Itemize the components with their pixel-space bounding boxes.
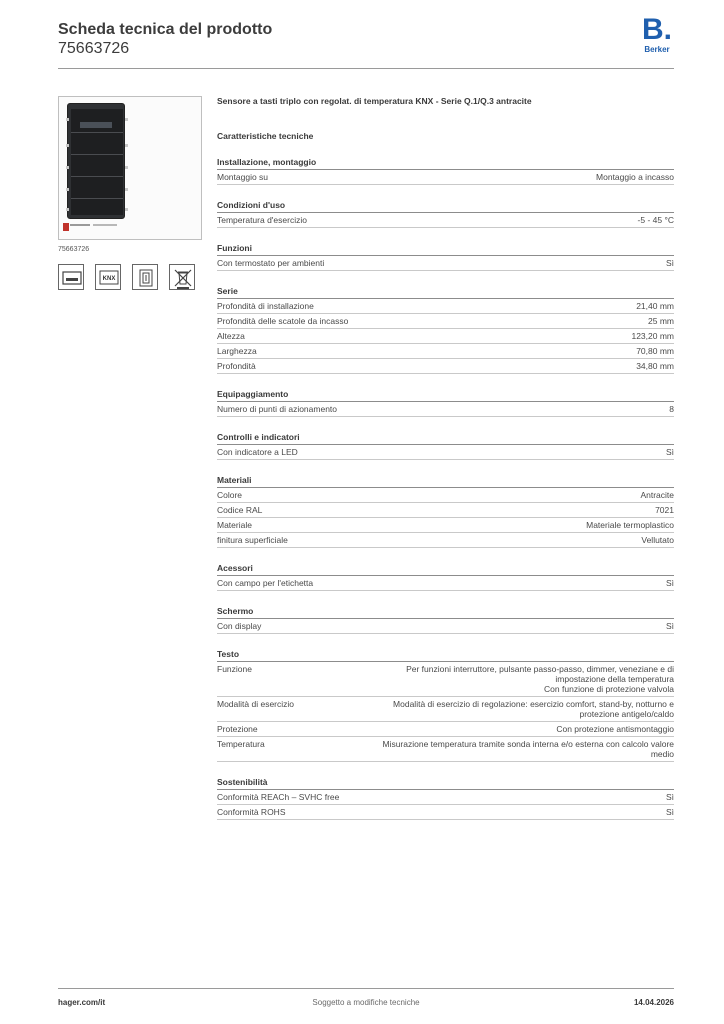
- product-name: Sensore a tasti triplo con regolat. di temperatura KNX - Serie Q.1/Q.3 antracite: [217, 96, 532, 106]
- spec-group-title: Sostenibilità: [217, 777, 674, 790]
- spec-row: [217, 314, 674, 329]
- spec-label: Numero di punti di azionamento: [217, 404, 338, 414]
- spec-label: Materiale: [217, 520, 252, 530]
- spec-group: [217, 563, 674, 591]
- footer-website: hager.com/it: [58, 998, 106, 1007]
- spec-value: Sì: [665, 258, 674, 268]
- flush-mount-icon: [132, 264, 158, 290]
- spec-row: [217, 576, 674, 591]
- spec-value: Per funzioni interruttore, pulsante passo-passo, dimmer, veneziane e di impostazione della temperatura Con funzione di protezione valvola: [406, 664, 674, 694]
- spec-group-title: Schermo: [217, 606, 674, 619]
- berker-logo: [640, 13, 674, 54]
- spec-group-title: Condizioni d'uso: [217, 200, 674, 213]
- product-image: [58, 96, 202, 240]
- spec-label: Funzione: [217, 664, 252, 674]
- spec-group: [217, 200, 674, 228]
- spec-row: [217, 445, 674, 460]
- spec-group: [217, 286, 674, 374]
- footer-date: 14.04.2026: [633, 998, 674, 1007]
- spec-value: Antracite: [640, 490, 674, 500]
- spec-row: [217, 790, 674, 805]
- spec-value: Sì: [665, 792, 674, 802]
- spec-group-title: Equipaggiamento: [217, 389, 674, 402]
- spec-row: [217, 697, 674, 722]
- spec-group-title: Controlli e indicatori: [217, 432, 674, 445]
- spec-value: Con protezione antismontaggio: [556, 724, 674, 734]
- knx-icon: [95, 264, 121, 290]
- spec-value: Modalità di esercizio di regolazione: esercizio comfort, stand-by, notturno e protezione antigelo/caldo: [393, 699, 674, 719]
- spec-value: 21,40 mm: [636, 301, 674, 311]
- knx-label: KNX: [102, 276, 116, 282]
- spec-row: [217, 619, 674, 634]
- spec-label: Con termostato per ambienti: [217, 258, 325, 268]
- spec-label: Montaggio su: [217, 172, 269, 182]
- spec-value: 7021: [655, 505, 674, 515]
- spec-label: Protezione: [217, 724, 258, 734]
- spec-group: [217, 432, 674, 460]
- spec-label: Conformità ROHS: [217, 807, 286, 817]
- product-media: [58, 96, 202, 290]
- spec-value: Materiale termoplastico: [586, 520, 674, 530]
- section-title: Caratteristiche tecniche: [217, 131, 314, 141]
- spec-label: Con display: [217, 621, 262, 631]
- spec-row: [217, 170, 674, 185]
- spec-value: Sì: [665, 621, 674, 631]
- spec-row: [217, 359, 674, 374]
- spec-label: Profondità delle scatole da incasso: [217, 316, 349, 326]
- spec-value: 8: [669, 404, 674, 414]
- logo-text: Berker: [644, 45, 670, 54]
- spec-row: [217, 213, 674, 228]
- spec-row: [217, 737, 674, 762]
- spec-group: [217, 389, 674, 417]
- spec-row: [217, 518, 674, 533]
- spec-label: Con campo per l'etichetta: [217, 578, 314, 588]
- display-icon: [58, 264, 84, 290]
- spec-label: Altezza: [217, 331, 245, 341]
- spec-group-title: Testo: [217, 649, 674, 662]
- spec-group-title: Installazione, montaggio: [217, 157, 674, 170]
- device-illustration: [67, 103, 125, 219]
- specifications: [217, 96, 674, 820]
- product-code: 75663726: [58, 40, 130, 57]
- spec-groups: [217, 157, 674, 820]
- image-code: 75663726: [58, 246, 90, 253]
- spec-group-title: Funzioni: [217, 243, 674, 256]
- spec-value: Sì: [665, 807, 674, 817]
- spec-value: Misurazione temperatura tramite sonda interna e/o esterna con calcolo valore medio: [382, 739, 674, 759]
- spec-group-title: Materiali: [217, 475, 674, 488]
- spec-value: Sì: [665, 578, 674, 588]
- spec-value: Montaggio a incasso: [596, 172, 674, 182]
- spec-group: [217, 777, 674, 820]
- page-title: Scheda tecnica del prodotto: [58, 21, 273, 38]
- feature-icons: [58, 264, 202, 290]
- weee-bin-icon: [169, 264, 195, 290]
- spec-row: [217, 402, 674, 417]
- spec-row: [217, 805, 674, 820]
- spec-value: -5 - 45 °C: [637, 215, 674, 225]
- spec-group-title: Acessori: [217, 563, 674, 576]
- spec-row: [217, 533, 674, 548]
- spec-value: 70,80 mm: [636, 346, 674, 356]
- spec-row: [217, 488, 674, 503]
- spec-row: [217, 344, 674, 359]
- logo-letter: B.: [642, 13, 672, 46]
- spec-row: [217, 503, 674, 518]
- spec-label: Temperatura d'esercizio: [217, 215, 307, 225]
- spec-value: Vellutato: [641, 535, 674, 545]
- spec-label: Temperatura: [217, 739, 265, 749]
- spec-value: 34,80 mm: [636, 361, 674, 371]
- spec-row: [217, 256, 674, 271]
- header-divider: [58, 68, 674, 69]
- spec-label: finitura superficiale: [217, 535, 288, 545]
- spec-value: Sì: [665, 447, 674, 457]
- spec-label: Conformità REACh – SVHC free: [217, 792, 340, 802]
- spec-value: 123,20 mm: [631, 331, 674, 341]
- spec-label: Profondità: [217, 361, 256, 371]
- spec-label: Codice RAL: [217, 505, 263, 515]
- spec-group: [217, 649, 674, 762]
- spec-label: Con indicatore a LED: [217, 447, 298, 457]
- spec-group: [217, 606, 674, 634]
- spec-group: [217, 475, 674, 548]
- spec-row: [217, 662, 674, 697]
- spec-row: [217, 329, 674, 344]
- spec-group: [217, 157, 674, 185]
- footer-divider: [58, 988, 674, 989]
- spec-group-title: Serie: [217, 286, 674, 299]
- spec-row: [217, 299, 674, 314]
- footer-note: Soggetto a modifiche tecniche: [312, 998, 420, 1007]
- page-footer: [58, 994, 674, 1008]
- spec-group: [217, 243, 674, 271]
- page-header: [58, 13, 674, 70]
- spec-label: Modalità di esercizio: [217, 699, 295, 709]
- spec-label: Profondità di installazione: [217, 301, 314, 311]
- spec-label: Colore: [217, 490, 243, 500]
- spec-value: 25 mm: [648, 316, 674, 326]
- spec-row: [217, 722, 674, 737]
- spec-label: Larghezza: [217, 346, 257, 356]
